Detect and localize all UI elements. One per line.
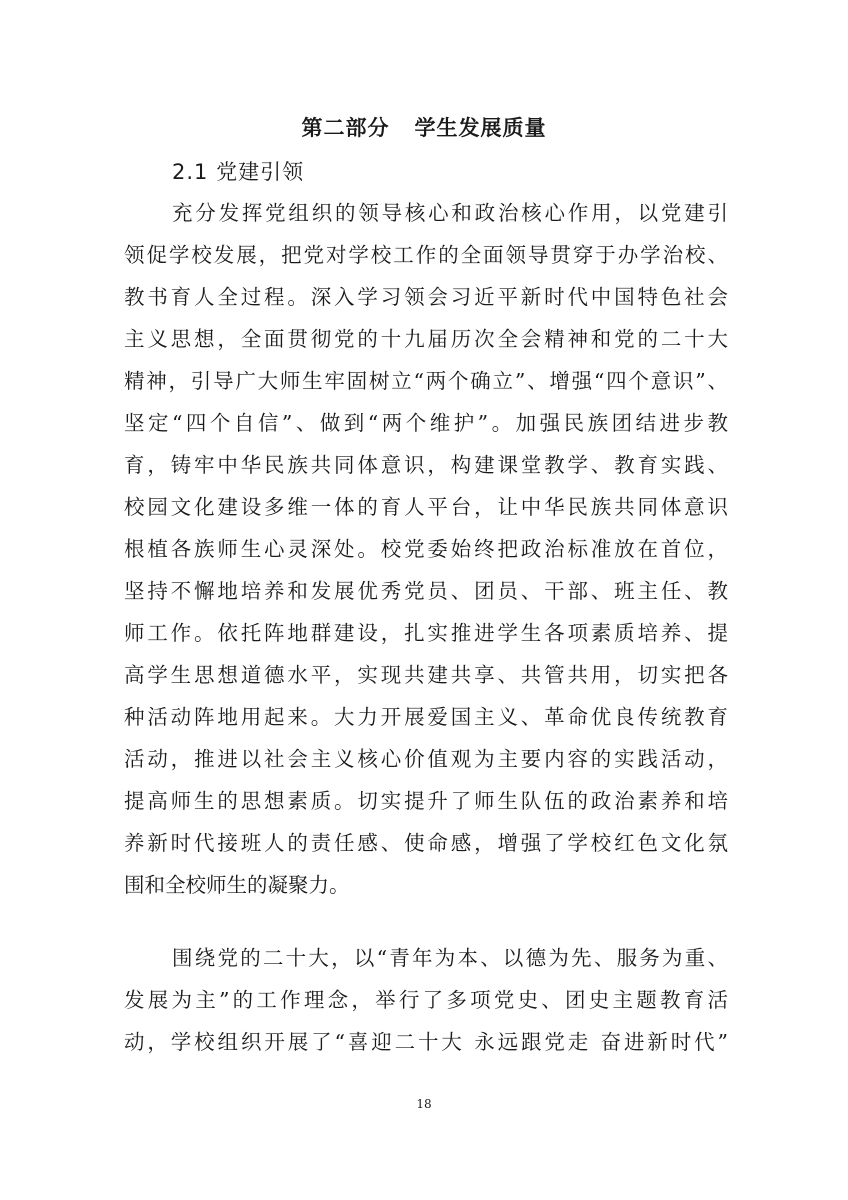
paragraph-line: 领促学校发展，把党对学校工作的全面领导贯穿于办学治校、 (124, 243, 728, 267)
paragraph-line: 师工作。依托阵地群建设，扎实推进学生各项素质培养、提 (124, 621, 728, 645)
paragraph-line: 提高师生的思想素质。切实提升了师生队伍的政治素养和培 (124, 789, 728, 813)
paragraph-line: 活动，推进以社会主义核心价值观为主要内容的实践活动， (124, 747, 728, 771)
paragraph-line: 充分发挥党组织的领导核心和政治核心作用，以党建引 (172, 201, 728, 225)
paragraph-line: 发展为主”的工作理念，举行了多项党史、团史主题教育活 (124, 988, 728, 1012)
paragraph-line: 种活动阵地用起来。大力开展爱国主义、革命优良传统教育 (124, 705, 728, 729)
paragraph-line: 高学生思想道德水平，实现共建共享、共管共用，切实把各 (124, 663, 728, 687)
paragraph-line: 教书育人全过程。深入学习领会习近平新时代中国特色社会 (124, 285, 728, 309)
paragraph-line: 坚持不懈地培养和发展优秀党员、团员、干部、班主任、教 (124, 579, 728, 603)
paragraph-line: 育，铸牢中华民族共同体意识，构建课堂教学、教育实践、 (124, 453, 728, 477)
paragraph-line: 精神，引导广大师生牢固树立“两个确立”、增强“四个意识”、 (124, 369, 728, 393)
page-title: 第二部分 学生发展质量 (301, 116, 547, 140)
section-heading: 2.1 党建引领 (172, 160, 305, 184)
paragraph-line: 养新时代接班人的责任感、使命感，增强了学校红色文化氛 (124, 831, 728, 855)
paragraph-line: 校园文化建设多维一体的育人平台，让中华民族共同体意识 (124, 495, 728, 519)
paragraph-line: 动，学校组织开展了“喜迎二十大 永远跟党走 奋进新时代” (124, 1030, 728, 1054)
paragraph-line: 围和全校师生的凝聚力。 (124, 873, 350, 897)
paragraph-line: 根植各族师生心灵深处。校党委始终把政治标准放在首位， (124, 537, 728, 561)
paragraph-line: 坚定“四个自信”、做到“两个维护”。加强民族团结进步教 (124, 411, 728, 435)
page-number: 18 (416, 1097, 432, 1111)
paragraph-line: 围绕党的二十大，以“青年为本、以德为先、服务为重、 (172, 946, 728, 970)
paragraph-line: 主义思想，全面贯彻党的十九届历次全会精神和党的二十大 (124, 327, 728, 351)
